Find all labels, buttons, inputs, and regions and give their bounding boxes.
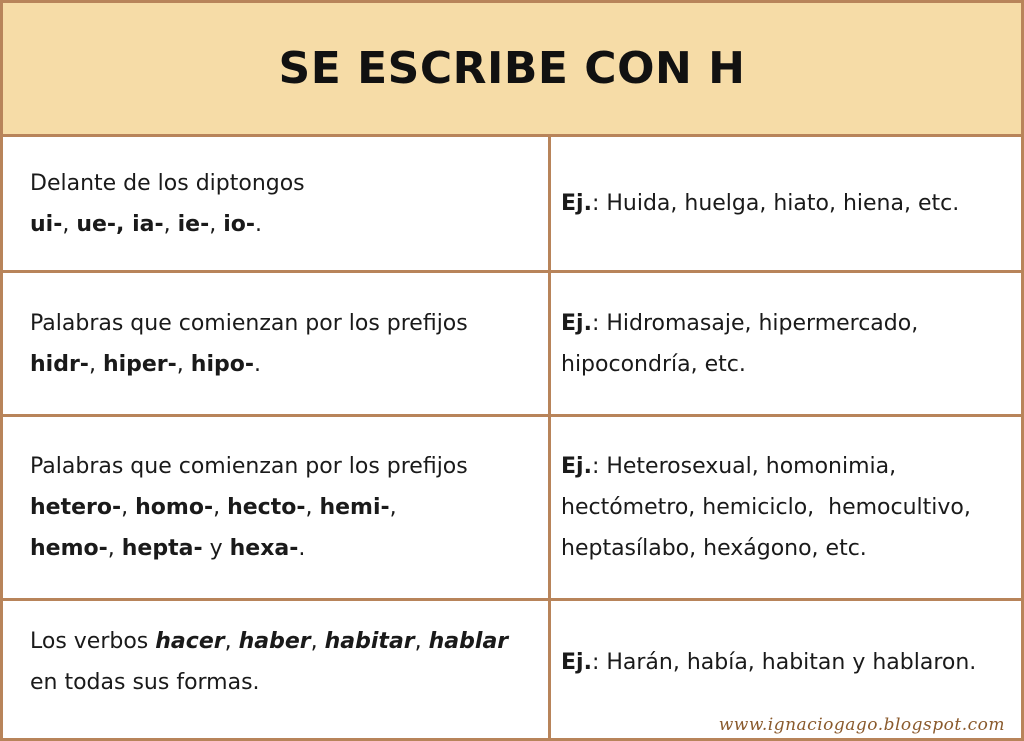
rule-text: Palabras que comienzan por los prefijos — [30, 310, 468, 336]
example-label: Ej. — [561, 310, 592, 336]
prefix: hetero- — [30, 495, 122, 520]
separator: , — [414, 629, 429, 654]
prefix: hipo- — [190, 351, 254, 377]
example-words: : Heterosexual, homonimia, — [591, 454, 897, 479]
separator: , — [213, 495, 228, 520]
example-cell — [561, 137, 1021, 270]
separator: , — [121, 495, 136, 520]
separator: . — [255, 211, 262, 237]
rule-prefixes — [30, 528, 540, 569]
example-text — [561, 303, 1021, 344]
rule-text: Delante de los diptongos — [30, 170, 305, 196]
prefix: hepta- — [121, 536, 203, 561]
table-row — [3, 601, 1021, 741]
example-words: : Huida, huelga, hiato, hiena, etc. — [591, 191, 960, 216]
separator: , — [62, 211, 77, 237]
separator: , — [310, 629, 325, 654]
example-text: hectómetro, hemiciclo, hemocultivo, — [561, 495, 971, 520]
separator: y — [202, 536, 230, 561]
separator: , — [305, 495, 320, 520]
separator: . — [254, 351, 261, 377]
rule-prefixes — [30, 344, 540, 385]
prefix: homo- — [135, 495, 214, 520]
example-words: : Harán, había, habitan y hablaron. — [591, 649, 977, 675]
example-text — [561, 183, 1021, 224]
rule-text — [30, 621, 540, 662]
prefix: ue-, — [76, 211, 133, 237]
rule-text: en todas sus formas. — [30, 670, 260, 695]
rule-text: Palabras que comienzan por los prefijos — [30, 454, 468, 479]
page-title: SE ESCRIBE CON H — [278, 43, 746, 94]
prefix: hidr- — [30, 351, 89, 377]
prefix: hexa- — [229, 536, 299, 561]
verb: habitar — [324, 629, 415, 654]
example-words: : Hidromasaje, hipermercado, — [591, 310, 919, 336]
separator: , — [88, 351, 103, 377]
table-row — [3, 273, 1021, 417]
separator: , — [163, 211, 178, 237]
prefix: hecto- — [227, 495, 306, 520]
table-row — [3, 137, 1021, 273]
prefix: io- — [223, 211, 255, 237]
rule-prefixes — [30, 487, 540, 528]
rule-words: Los verbos — [30, 629, 156, 654]
verb: hacer — [155, 629, 225, 654]
prefix: ia- — [132, 211, 164, 237]
example-label: Ej. — [561, 191, 592, 216]
rule-cell — [30, 601, 540, 741]
separator: , — [176, 351, 191, 377]
example-cell — [561, 273, 1021, 414]
example-text — [561, 446, 1021, 487]
table-row — [3, 417, 1021, 601]
prefix: ie- — [177, 211, 210, 237]
example-cell — [561, 417, 1021, 598]
example-text — [561, 642, 1021, 683]
separator: . — [298, 536, 306, 561]
example-label: Ej. — [561, 649, 592, 675]
example-text: hipocondría, etc. — [561, 351, 746, 377]
prefix: hiper- — [102, 351, 177, 377]
separator: , — [389, 495, 397, 520]
separator: , — [107, 536, 122, 561]
watermark: www.ignaciogago.blogspot.com — [718, 715, 1005, 735]
rule-prefixes — [30, 204, 540, 245]
example-text: heptasílabo, hexágono, etc. — [561, 536, 867, 561]
example-label: Ej. — [561, 454, 592, 479]
separator: , — [224, 629, 239, 654]
prefix: hemi- — [319, 495, 390, 520]
verb: hablar — [428, 629, 509, 654]
prefix: ui- — [30, 211, 63, 237]
verb: haber — [238, 629, 311, 654]
separator: , — [209, 211, 224, 237]
rule-cell — [30, 417, 540, 598]
prefix: hemo- — [30, 536, 108, 561]
title-band — [3, 3, 1021, 137]
rule-cell — [30, 137, 540, 270]
rule-cell — [30, 273, 540, 414]
